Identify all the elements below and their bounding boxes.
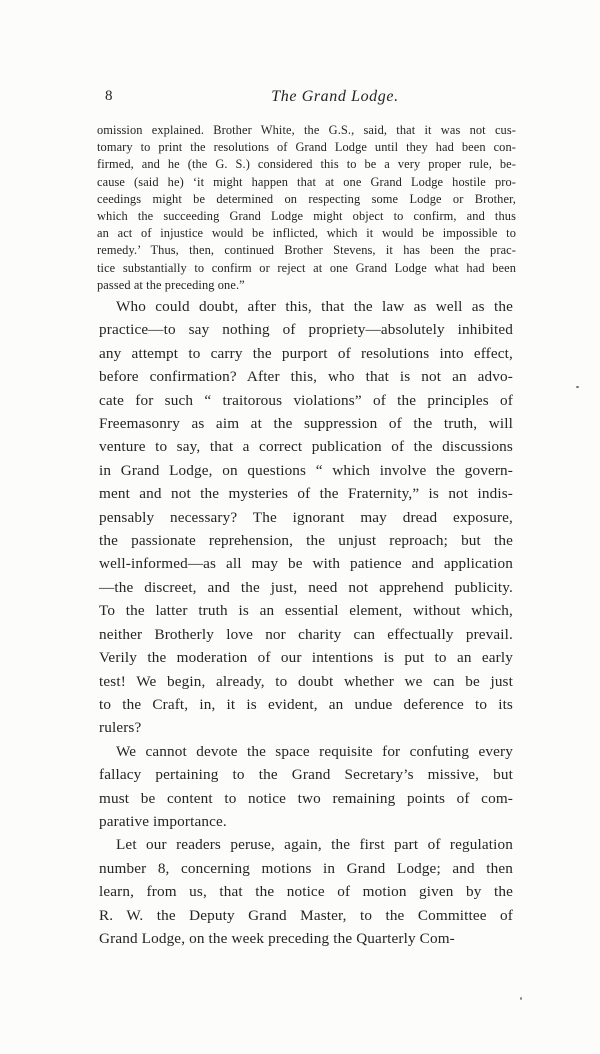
body-line: the passionate reprehension, the unjust reproach; but the [99,532,513,550]
body-line: neither Brotherly love nor charity can effectually prevail. [99,625,513,643]
body-line: any attempt to carry the purport of resolutions into effect, [99,344,513,362]
quote-line: tice substantially to confirm or reject at one Grand Lodge what had been [97,260,516,275]
scan-artifact-speck [576,386,579,388]
body-line: —the discreet, and the just, need not apprehend publicity. [99,578,513,596]
body-line: learn, from us, that the notice of motion given by the [99,883,513,901]
paragraph-1 [99,295,513,740]
body-line: Grand Lodge, on the week preceding the Quarterly Com- [99,929,455,947]
body-line: R. W. the Deputy Grand Master, to the Committee of [99,906,513,924]
scan-artifact-speck [520,997,522,1000]
body-line: in Grand Lodge, on questions “ which involve the govern- [99,461,513,479]
body-line: rulers? [99,719,142,737]
paragraph-3 [99,833,513,950]
quote-line: an act of injustice would be inflicted, which it would be impossible to [97,226,516,241]
body-line: ment and not the mysteries of the Fraternity,” is not indis- [99,485,513,503]
body-line: practice—to say nothing of propriety—absolutely inhibited [99,321,513,339]
body-line: to the Craft, in, it is evident, an undue deference to its [99,695,513,713]
body-line: parative importance. [99,812,227,830]
body-line: before confirmation? After this, who that is not an advo- [99,368,513,386]
quote-line: cause (said he) ‘it might happen that at one Grand Lodge hostile pro- [97,174,516,189]
quote-line: firmed, and he (the G. S.) considered this to be a very proper rule, be- [97,157,516,172]
quote-line: tomary to print the resolutions of Grand Lodge until they had been con- [97,140,516,155]
body-line: pensably necessary? The ignorant may dread exposure, [99,508,513,526]
quote-line: which the succeeding Grand Lodge might object to confirm, and thus [97,209,516,224]
body-line: number 8, concerning motions in Grand Lodge; and then [99,859,513,877]
body-line: Let our readers peruse, again, the first part of regulation [116,836,513,854]
body-line: test! We begin, already, to doubt whether we can be just [99,672,513,690]
quote-line: omission explained. Brother White, the G.S., said, that it was not cus- [97,123,516,137]
paragraph-2 [99,740,513,834]
page-number: 8 [105,88,113,104]
body-line: cate for such “ traitorous violations” of the principles of [99,391,513,409]
page-header [97,88,515,110]
body-line: Who could doubt, after this, that the law as well as the [116,298,513,315]
quote-line: ceedings might be determined on respecting some Lodge or Brother, [97,191,516,206]
body-line: venture to say, that a correct publication of the discussions [99,438,513,456]
body-line: We cannot devote the space requisite for confuting every [116,742,513,760]
body-line: To the latter truth is an essential element, without which, [99,602,513,620]
body-line: Freemasonry as aim at the suppression of the truth, will [99,415,513,433]
quoted-excerpt [97,122,516,294]
body-line: must be content to notice two remaining points of com- [99,789,513,807]
body-line: Verily the moderation of our intentions is put to an early [99,649,513,667]
quote-line: remedy.’ Thus, then, continued Brother Stevens, it has been the prac- [97,243,516,258]
body-text [99,295,513,950]
body-line: fallacy pertaining to the Grand Secretary’s missive, but [99,766,513,784]
body-line: well-informed—as all may be with patience and application [99,555,513,573]
quote-line: passed at the preceding one.” [97,277,245,292]
running-title: The Grand Lodge. [271,88,399,105]
